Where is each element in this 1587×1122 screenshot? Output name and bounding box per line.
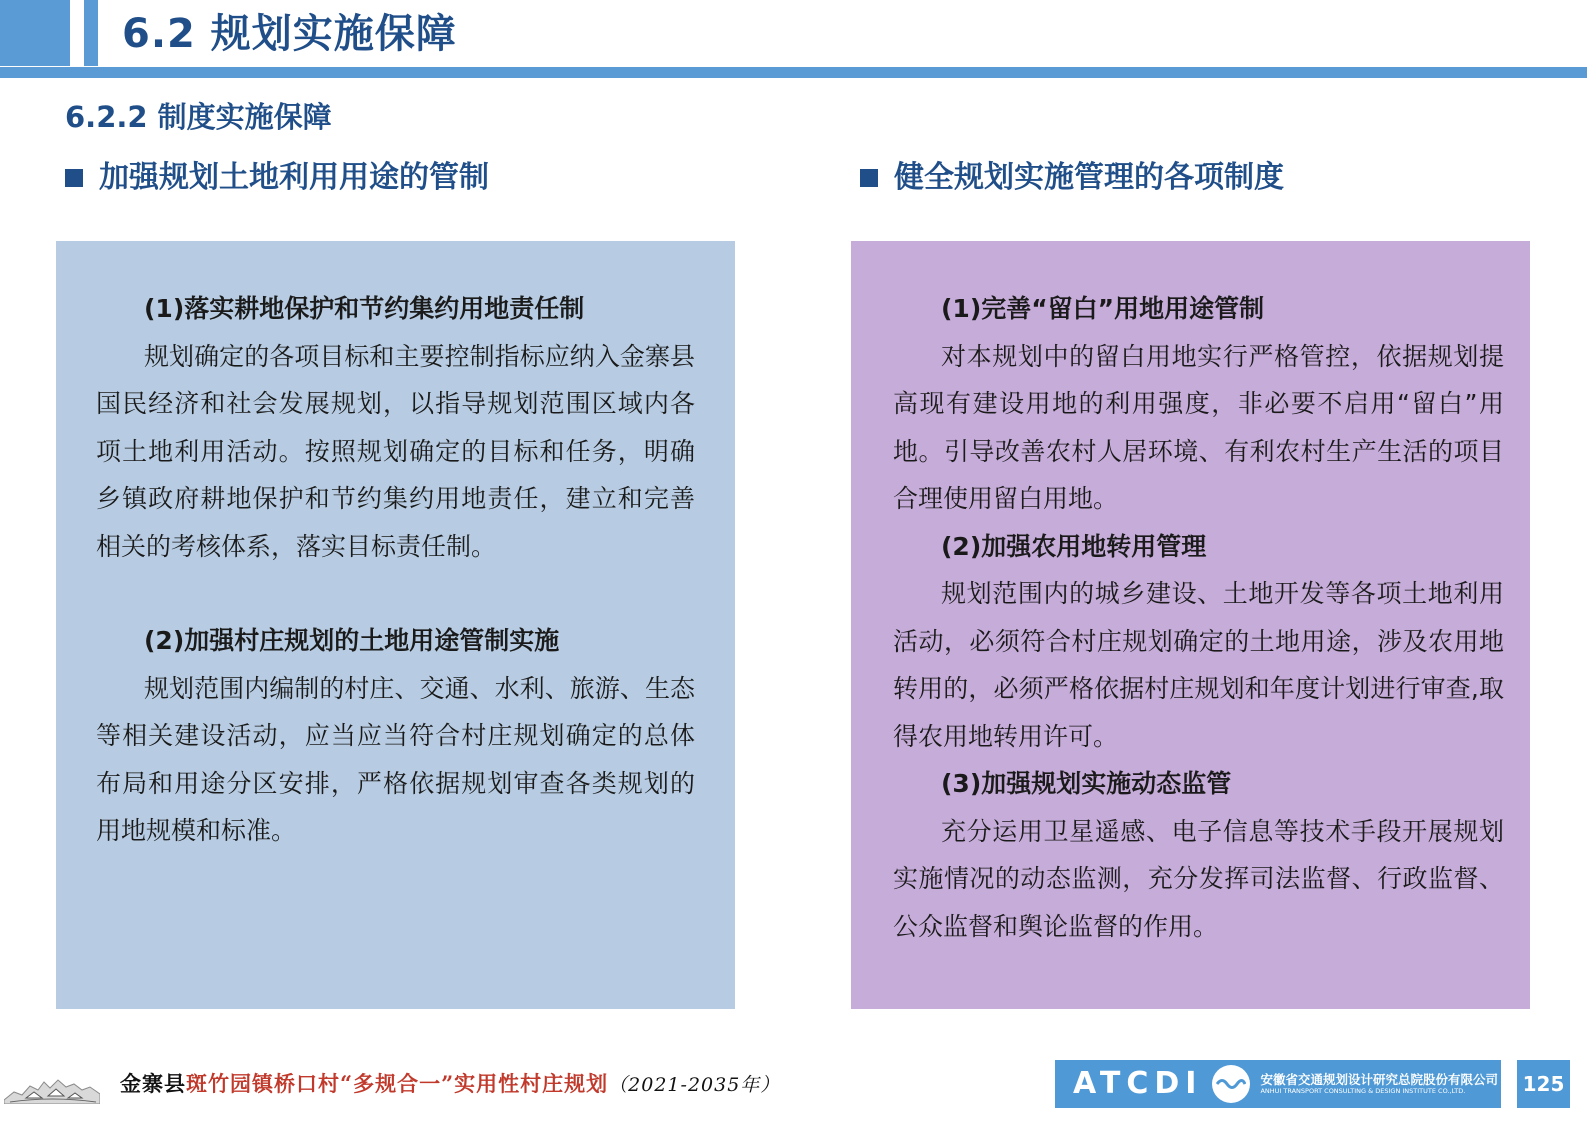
header-underline [0, 67, 1587, 78]
right-item-2-title: (2)加强农用地转用管理 [941, 531, 1207, 561]
subsection-title: 6.2.2 制度实施保障 [65, 100, 332, 134]
left-item-2-body: 规划范围内编制的村庄、交通、水利、旅游、生态等相关建设活动，应当应当符合村庄规划确定的总体布局和用途分区安排，严格依据规划审查各类规划的用地规模和标准。 [96, 673, 695, 845]
footer-plan-name: 斑竹园镇桥口村“多规合一”实用性村庄规划 [186, 1071, 609, 1096]
paragraph-spacer [96, 570, 695, 617]
footer-plan-years: （2021-2035年） [608, 1074, 781, 1096]
company-name-cn: 安徽省交通规划设计研究总院股份有限公司 [1260, 1072, 1498, 1087]
header-accent-bar [84, 0, 98, 66]
left-content-panel [56, 241, 735, 1009]
right-heading-text: 健全规划实施管理的各项制度 [894, 160, 1284, 195]
wave-logo-icon [1212, 1065, 1250, 1103]
header-accent-block [0, 0, 70, 66]
footer-county: 金寨县 [120, 1071, 186, 1096]
footer-project-title [120, 1068, 780, 1101]
right-item-3-title: (3)加强规划实施动态监管 [941, 769, 1232, 798]
right-item-2-body: 规划范围内的城乡建设、土地开发等各项土地利用活动，必须符合村庄规划确定的土地用途，涉及农用地转用的，必须严格依据村庄规划和年度计划进行审查,取得农用地转用许可。 [893, 579, 1504, 751]
left-column-heading [65, 156, 489, 200]
logo-wordmark: ATCDI [1073, 1066, 1203, 1101]
page-title: 6.2 规划实施保障 [122, 11, 457, 57]
square-bullet-icon [65, 169, 83, 187]
company-name-en: ANHUI TRANSPORT CONSULTING & DESIGN INSTITUTE CO.,LTD. [1260, 1087, 1466, 1095]
page-number: 125 [1517, 1060, 1570, 1108]
right-column-heading [860, 156, 1284, 200]
left-heading-text: 加强规划土地利用用途的管制 [99, 160, 489, 195]
right-content-panel [851, 241, 1530, 1009]
left-item-1-body: 规划确定的各项目标和主要控制指标应纳入金寨县国民经济和社会发展规划，以指导规划范围区域内各项土地利用活动。按照规划确定的目标和任务，明确乡镇政府耕地保护和节约集约用地责任，建立和完善相关的考核体系，落实目标责任制。 [96, 341, 695, 561]
company-name [1260, 1072, 1498, 1096]
left-item-2-title: (2)加强村庄规划的土地用途管制实施 [144, 626, 560, 655]
company-logo [1055, 1060, 1501, 1108]
right-item-1-body: 对本规划中的留白用地实行严格管控，依据规划提高现有建设用地的利用强度，非必要不启用“留白”用地。引导改善农村人居环境、有利农村生产生活的项目合理使用留白用地。 [893, 341, 1504, 513]
left-item-1-title: (1)落实耕地保护和节约集约用地责任制 [144, 294, 585, 323]
square-bullet-icon [860, 169, 878, 187]
right-item-3-body: 充分运用卫星遥感、电子信息等技术手段开展规划实施情况的动态监测，充分发挥司法监督、行政监督、公众监督和舆论监督的作用。 [893, 816, 1504, 941]
right-item-1-title: (1)完善“留白”用地用途管制 [941, 294, 1265, 323]
village-sketch-icon [4, 1062, 100, 1104]
